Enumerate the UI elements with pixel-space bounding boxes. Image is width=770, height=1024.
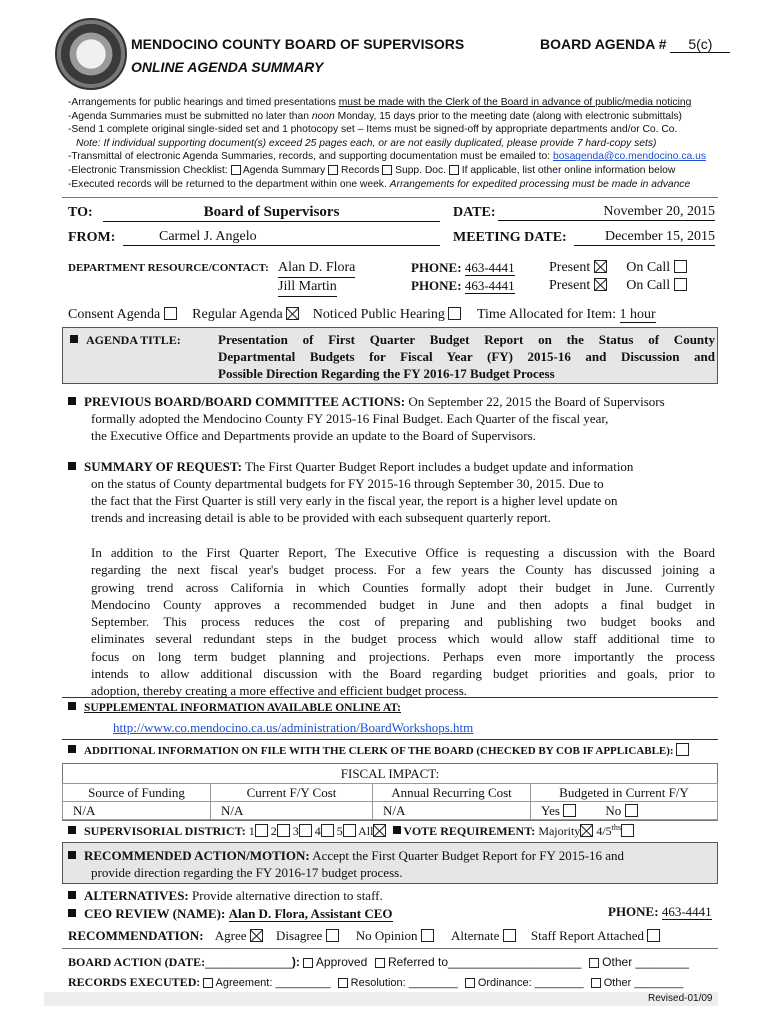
checklist-supp-doc[interactable]	[382, 165, 392, 175]
no-opinion-checkbox[interactable]	[421, 929, 434, 942]
fiscal-header-budgeted: Budgeted in Current F/Y	[531, 784, 718, 802]
divider	[62, 739, 718, 740]
oncall-checkbox-1[interactable]	[674, 260, 687, 273]
noticed-hearing-checkbox[interactable]	[448, 307, 461, 320]
additional-info-row: ADDITIONAL INFORMATION ON FILE WITH THE CLERK OF THE BOARD (CHECKED BY COB IF APPLICABLE):	[68, 743, 689, 757]
referred-checkbox[interactable]	[375, 958, 385, 968]
ceo-review: CEO REVIEW (NAME): Alan D. Flora, Assistant CEO	[68, 906, 393, 922]
majority-checkbox[interactable]	[580, 824, 593, 837]
supplemental-link[interactable]: http://www.co.mendocino.ca.us/administration/BoardWorkshops.htm	[113, 720, 474, 735]
to-value: Board of Supervisors	[103, 204, 440, 222]
fiscal-impact-title: FISCAL IMPACT:	[340, 766, 440, 781]
disagree-checkbox[interactable]	[326, 929, 339, 942]
district-3-checkbox[interactable]	[299, 824, 312, 837]
agree-checkbox[interactable]	[250, 929, 263, 942]
page-subtitle: ONLINE AGENDA SUMMARY	[131, 59, 324, 75]
divider	[62, 197, 718, 198]
approved-checkbox[interactable]	[303, 958, 313, 968]
district-2-checkbox[interactable]	[277, 824, 290, 837]
other-action-checkbox[interactable]	[589, 958, 599, 968]
fiscal-header-source: Source of Funding	[63, 784, 211, 802]
ceo-recommendation-row: RECOMMENDATION: Agree Disagree No Opinion Alternate Staff Report Attached	[68, 928, 660, 944]
date-label: DATE:	[453, 205, 496, 220]
four-fifths-checkbox[interactable]	[621, 824, 634, 837]
staff-report-checkbox[interactable]	[647, 929, 660, 942]
meeting-date-value: December 15, 2015	[574, 229, 715, 246]
page-title: MENDOCINO COUNTY BOARD OF SUPERVISORS	[131, 36, 465, 52]
from-label: FROM:	[68, 230, 116, 245]
present-checkbox-1[interactable]	[594, 260, 607, 273]
budgeted-yes-checkbox[interactable]	[563, 804, 576, 817]
agenda-title-text: Presentation of First Quarter Budget Report on the Status of County Departmental Budgets for Fiscal Year (FY) 2015-16 and Discussion and Possible Direction Regarding the FY 2016-17 Budget Process	[218, 332, 715, 381]
board-action-row: BOARD ACTION (DATE:_____________): Approved Referred to____________________ Other ________	[68, 955, 689, 969]
revision-label: Revised-01/09	[648, 993, 713, 1004]
oncall-checkbox-2[interactable]	[674, 278, 687, 291]
fiscal-header-current: Current F/Y Cost	[211, 784, 373, 802]
district-1-checkbox[interactable]	[255, 824, 268, 837]
recommended-action: RECOMMENDED ACTION/MOTION: Accept the First Quarter Budget Report for FY 2015-16 and provide direction regarding the FY 2016-17 budget process.	[68, 847, 713, 881]
summary-paragraph-2: In addition to the First Quarter Report, The Executive Office is requesting a discussion with the Board regarding the next fiscal year's budget process. For a few years the County has discussed joining a growing trend across California in which Counties formally adopt their budget in June. Currently Mendocino County approves a recommended budget in June and then adopts a final budget in September. This process reduces the cost of preparing and publishing two budget books and eliminates several redundant steps in the budget process which would allow staff additional time to focus on long term budget planning and projections. Perhaps even more importantly the process intends to allow additional discussion with the Board regarding budget priorities and goals, prior to adoption, thereby creating a more effective and efficient budget process.	[91, 545, 715, 699]
date-value: November 20, 2015	[498, 204, 715, 221]
from-value: Carmel J. Angelo	[123, 229, 440, 246]
district-4-checkbox[interactable]	[321, 824, 334, 837]
agreement-checkbox[interactable]	[203, 978, 213, 988]
contact-presence: Present On Call Present On Call	[549, 259, 687, 295]
present-checkbox-2[interactable]	[594, 278, 607, 291]
to-label: TO:	[68, 205, 93, 220]
fiscal-source-value: N/A	[63, 802, 211, 820]
instructions: -Arrangements for public hearings and timed presentations must be made with the Clerk of the Board in advance of public/media noticing -Agenda Summaries must be submitted no later than noon Monday, 15 days prior to the meeting date (along with electronic submittals) -Send 1 complete original single-sided set and 1 photocopy set – Items must be signed-off by appropriate departments and/or Co. Co. Note: If individual supporting document(s) exceed 25 pages each, or are not easily duplicated, please provide 7 hard-copy sets) -Transmittal of electronic Agenda Summaries, records, and supporting documentation must be emailed to: bosagenda@co.mendocino.ca.us -Electronic Transmission Checklist: Agenda Summary Records Supp. Doc. If applicable, list other online information below -Executed records will be returned to the department within one week. Arrangements for expedited processing must be made in advance	[68, 97, 706, 190]
contact-phones: PHONE: 463-4441 PHONE: 463-4441	[411, 260, 515, 293]
checklist-agenda-summary[interactable]	[231, 165, 241, 175]
divider	[62, 697, 718, 698]
fiscal-impact-table	[62, 783, 718, 820]
ceo-phone: PHONE: 463-4441	[608, 904, 712, 919]
previous-actions: PREVIOUS BOARD/BOARD COMMITTEE ACTIONS: On September 22, 2015 the Board of Supervisors formally adopted the Mendocino County FY 2015-16 Final Budget. Each Quarter of the fiscal year, the Executive Office and Departments provide an update to the Board of Supervisors.	[68, 393, 718, 444]
checklist-other[interactable]	[449, 165, 459, 175]
regular-agenda-checkbox[interactable]	[286, 307, 299, 320]
contact-names: Alan D. Flora Jill Martin	[278, 259, 355, 297]
meeting-date-label: MEETING DATE:	[453, 230, 567, 245]
district-5-checkbox[interactable]	[343, 824, 356, 837]
fiscal-recurring-value: N/A	[373, 802, 531, 820]
budgeted-no-checkbox[interactable]	[625, 804, 638, 817]
other-record-checkbox[interactable]	[591, 978, 601, 988]
resolution-checkbox[interactable]	[338, 978, 348, 988]
divider	[62, 948, 718, 949]
consent-agenda-checkbox[interactable]	[164, 307, 177, 320]
alternatives: ALTERNATIVES: Provide alternative direction to staff.	[68, 887, 383, 904]
bos-email-link[interactable]: bosagenda@co.mendocino.ca.us	[552, 151, 706, 163]
records-executed-row: RECORDS EXECUTED: Agreement: _________ Resolution: ________ Ordinance: ________ Other ________	[68, 975, 684, 989]
agenda-type-row: Consent Agenda Regular Agenda Noticed Public Hearing Time Allocated for Item: 1 hour	[68, 307, 656, 322]
cob-checked-checkbox[interactable]	[676, 743, 689, 756]
checklist-records[interactable]	[328, 165, 338, 175]
county-seal-logo	[55, 18, 127, 90]
district-row: SUPERVISORIAL DISTRICT: 1 2 3 4 5 All VOTE REQUIREMENT: Majority $4/5^{ths}$	[68, 823, 634, 839]
agenda-title-label: AGENDA TITLE:	[70, 333, 181, 348]
dept-contact-label: DEPARTMENT RESOURCE/CONTACT:	[68, 262, 269, 274]
agenda-number: BOARD AGENDA # 5(c)	[540, 36, 730, 53]
alternate-checkbox[interactable]	[503, 929, 516, 942]
footer-band	[44, 992, 718, 1006]
ordinance-checkbox[interactable]	[465, 978, 475, 988]
fiscal-header-recurring: Annual Recurring Cost	[373, 784, 531, 802]
fiscal-current-value: N/A	[211, 802, 373, 820]
fiscal-budgeted-value: Yes No	[531, 802, 718, 820]
supplemental-label: SUPPLEMENTAL INFORMATION AVAILABLE ONLINE AT:	[68, 702, 401, 714]
district-all-checkbox[interactable]	[373, 824, 386, 837]
summary-of-request: SUMMARY OF REQUEST: The First Quarter Budget Report includes a budget update and information on the status of County departmental budgets for FY 2015-16 through September 30, 2015. Due to the fact that the First Quarter is still very early in the fiscal year, the report is a higher level update on trends and increasing detail is able to be provided with each subsequent quarterly report.	[68, 458, 718, 526]
